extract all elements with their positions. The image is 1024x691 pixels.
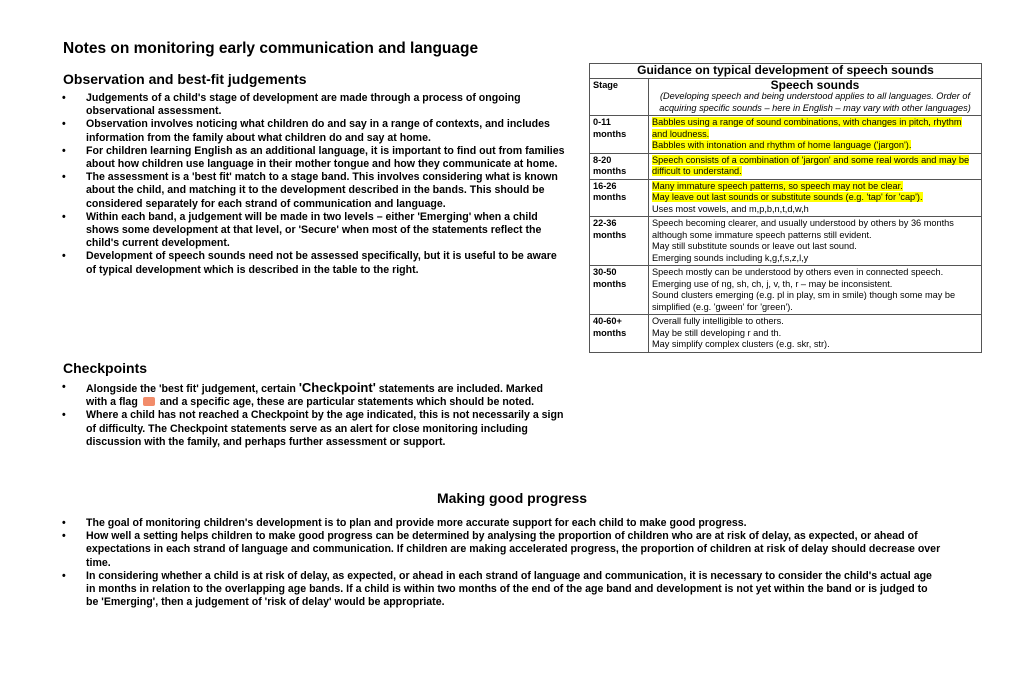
sounds-text: May still substitute sounds or leave out last sound. [652,241,857,251]
sounds-cell [649,266,982,315]
table-caption: Guidance on typical development of speech sounds [590,64,982,79]
sounds-text: Sound clusters emerging (e.g. pl in play, sm in smile) though some may be simplified (e.g. 'gween' for 'green'). [652,290,956,312]
sounds-cell [649,116,982,154]
speech-sounds-table [589,63,982,353]
table-row [590,266,982,315]
list-item: • Development of speech sounds need not be assessed specifically, but it is useful to be aware of typical development which is described in the table to the right. [62,250,567,276]
sounds-text: Overall fully intelligible to others. [652,316,784,326]
stage-header: Stage [590,78,649,116]
sounds-cell [649,153,982,179]
checkpoints-list [62,381,567,449]
stage-cell: 0-11 months [590,116,649,154]
list-item: • In considering whether a child is at risk of delay, as expected, or ahead in each strand of language and communication, it is necessary to consider the child's actual age in months in relation to the overlapping age bands. If a child is within two months of the end of the age band and development is not yet within the band or is judged to be 'Emerging', then a judgement of 'risk of delay' would be appropriate. [62,570,942,610]
checkpoint-text: statements are included. Marked with a flag [86,383,544,409]
list-item: • For children learning English as an additional language, it is important to find out from families about how children use language in their mother tongue and how they communicate at home. [62,145,567,171]
table-row [590,116,982,154]
highlighted-text: Many immature speech patterns, so speech may not be clear. [652,180,903,191]
list-item: • Where a child has not reached a Checkpoint by the age indicated, this is not necessarily a sign of difficulty. The Checkpoint statements serve as an alert for close monitoring including discussion with the family, and perhaps further assessment or support. [62,409,567,449]
list-item: • Judgements of a child's stage of development are made through a process of ongoing observational assessment. [62,92,567,118]
sounds-header-cell [649,78,982,116]
sounds-cell [649,217,982,266]
table-row [590,179,982,217]
highlighted-text: May leave out last sounds or substitute sounds (e.g. 'tap' for 'cap'). [652,192,923,202]
sounds-text: Emerging use of ng, sh, ch, j, v, th, r – may be inconsistent. [652,278,893,289]
list-item: • The goal of monitoring children's development is to plan and provide more accurate support for each child to make good progress. [62,517,942,530]
checkpoints-heading: Checkpoints [63,360,148,376]
table-row [590,217,982,266]
sounds-text: Emerging sounds including k,g,f,s,z,l,y [652,252,809,263]
sounds-text: Speech mostly can be understood by others even in connected speech. [652,267,944,277]
list-item: • How well a setting helps children to make good progress can be determined by analysing the proportion of children who are at risk of delay, as expected, or ahead of expectations in each strand of language and communication. If children are making accelerated progress, the proportion of children at risk of delay should decrease over time. [62,530,942,570]
highlighted-text: Babbles with intonation and rhythm of home language ('jargon'). [652,140,912,150]
highlighted-text: Speech consists of a combination of 'jargon' and some real words and may be difficult to understand. [652,154,970,176]
stage-cell: 8-20 months [590,153,649,179]
checkpoint-word: 'Checkpoint' [298,380,376,395]
sounds-text: Uses most vowels, and m,p,b,n,t,d,w,h [652,203,809,214]
stage-cell: 16-26 months [590,179,649,217]
sounds-header: Speech sounds [770,77,860,92]
checkpoint-text: and a specific age, these are particular statements which should be noted. [156,396,535,409]
observation-heading: Observation and best-fit judgements [63,71,307,87]
stage-cell: 40-60+ months [590,315,649,353]
stage-cell: 22-36 months [590,217,649,266]
checkpoint-text: Alongside the 'best fit' judgement, certain [86,383,299,395]
highlighted-text: Babbles using a range of sound combinations, with changes in pitch, rhythm and loudness. [652,117,962,139]
observation-list [62,92,567,277]
page-title: Notes on monitoring early communication and language [63,40,479,57]
sounds-text: May be still developing r and th. [652,327,782,338]
sounds-text: Speech becoming clearer, and usually understood by others by 36 months although some immature speech patterns still evident. [652,218,954,240]
list-item: • Within each band, a judgement will be made in two levels – either 'Emerging' when a child shows some development at that level, or 'Secure' when most of the statements reflect the child's current development. [62,211,567,251]
list-item [62,381,567,409]
table-row [590,315,982,353]
sounds-cell [649,179,982,217]
progress-list [62,517,942,609]
sounds-text: May simplify complex clusters (e.g. skr, str). [652,339,830,349]
stage-cell: 30-50 months [590,266,649,315]
flag-icon [143,397,155,406]
table-row [590,153,982,179]
list-item: • The assessment is a 'best fit' match to a stage band. This involves considering what is known about the child, and matching it to the development described in the bands. This should be considered separately for each strand of communication and language. [62,171,567,211]
sounds-cell [649,315,982,353]
sounds-note: (Developing speech and being understood applies to all languages. Order of acquiring specific sounds – here in English – may vary with other languages) [659,91,971,113]
progress-heading: Making good progress [436,490,588,506]
list-item: • Observation involves noticing what children do and say in a range of contexts, and includes information from the family about what children do and say at home. [62,118,567,144]
